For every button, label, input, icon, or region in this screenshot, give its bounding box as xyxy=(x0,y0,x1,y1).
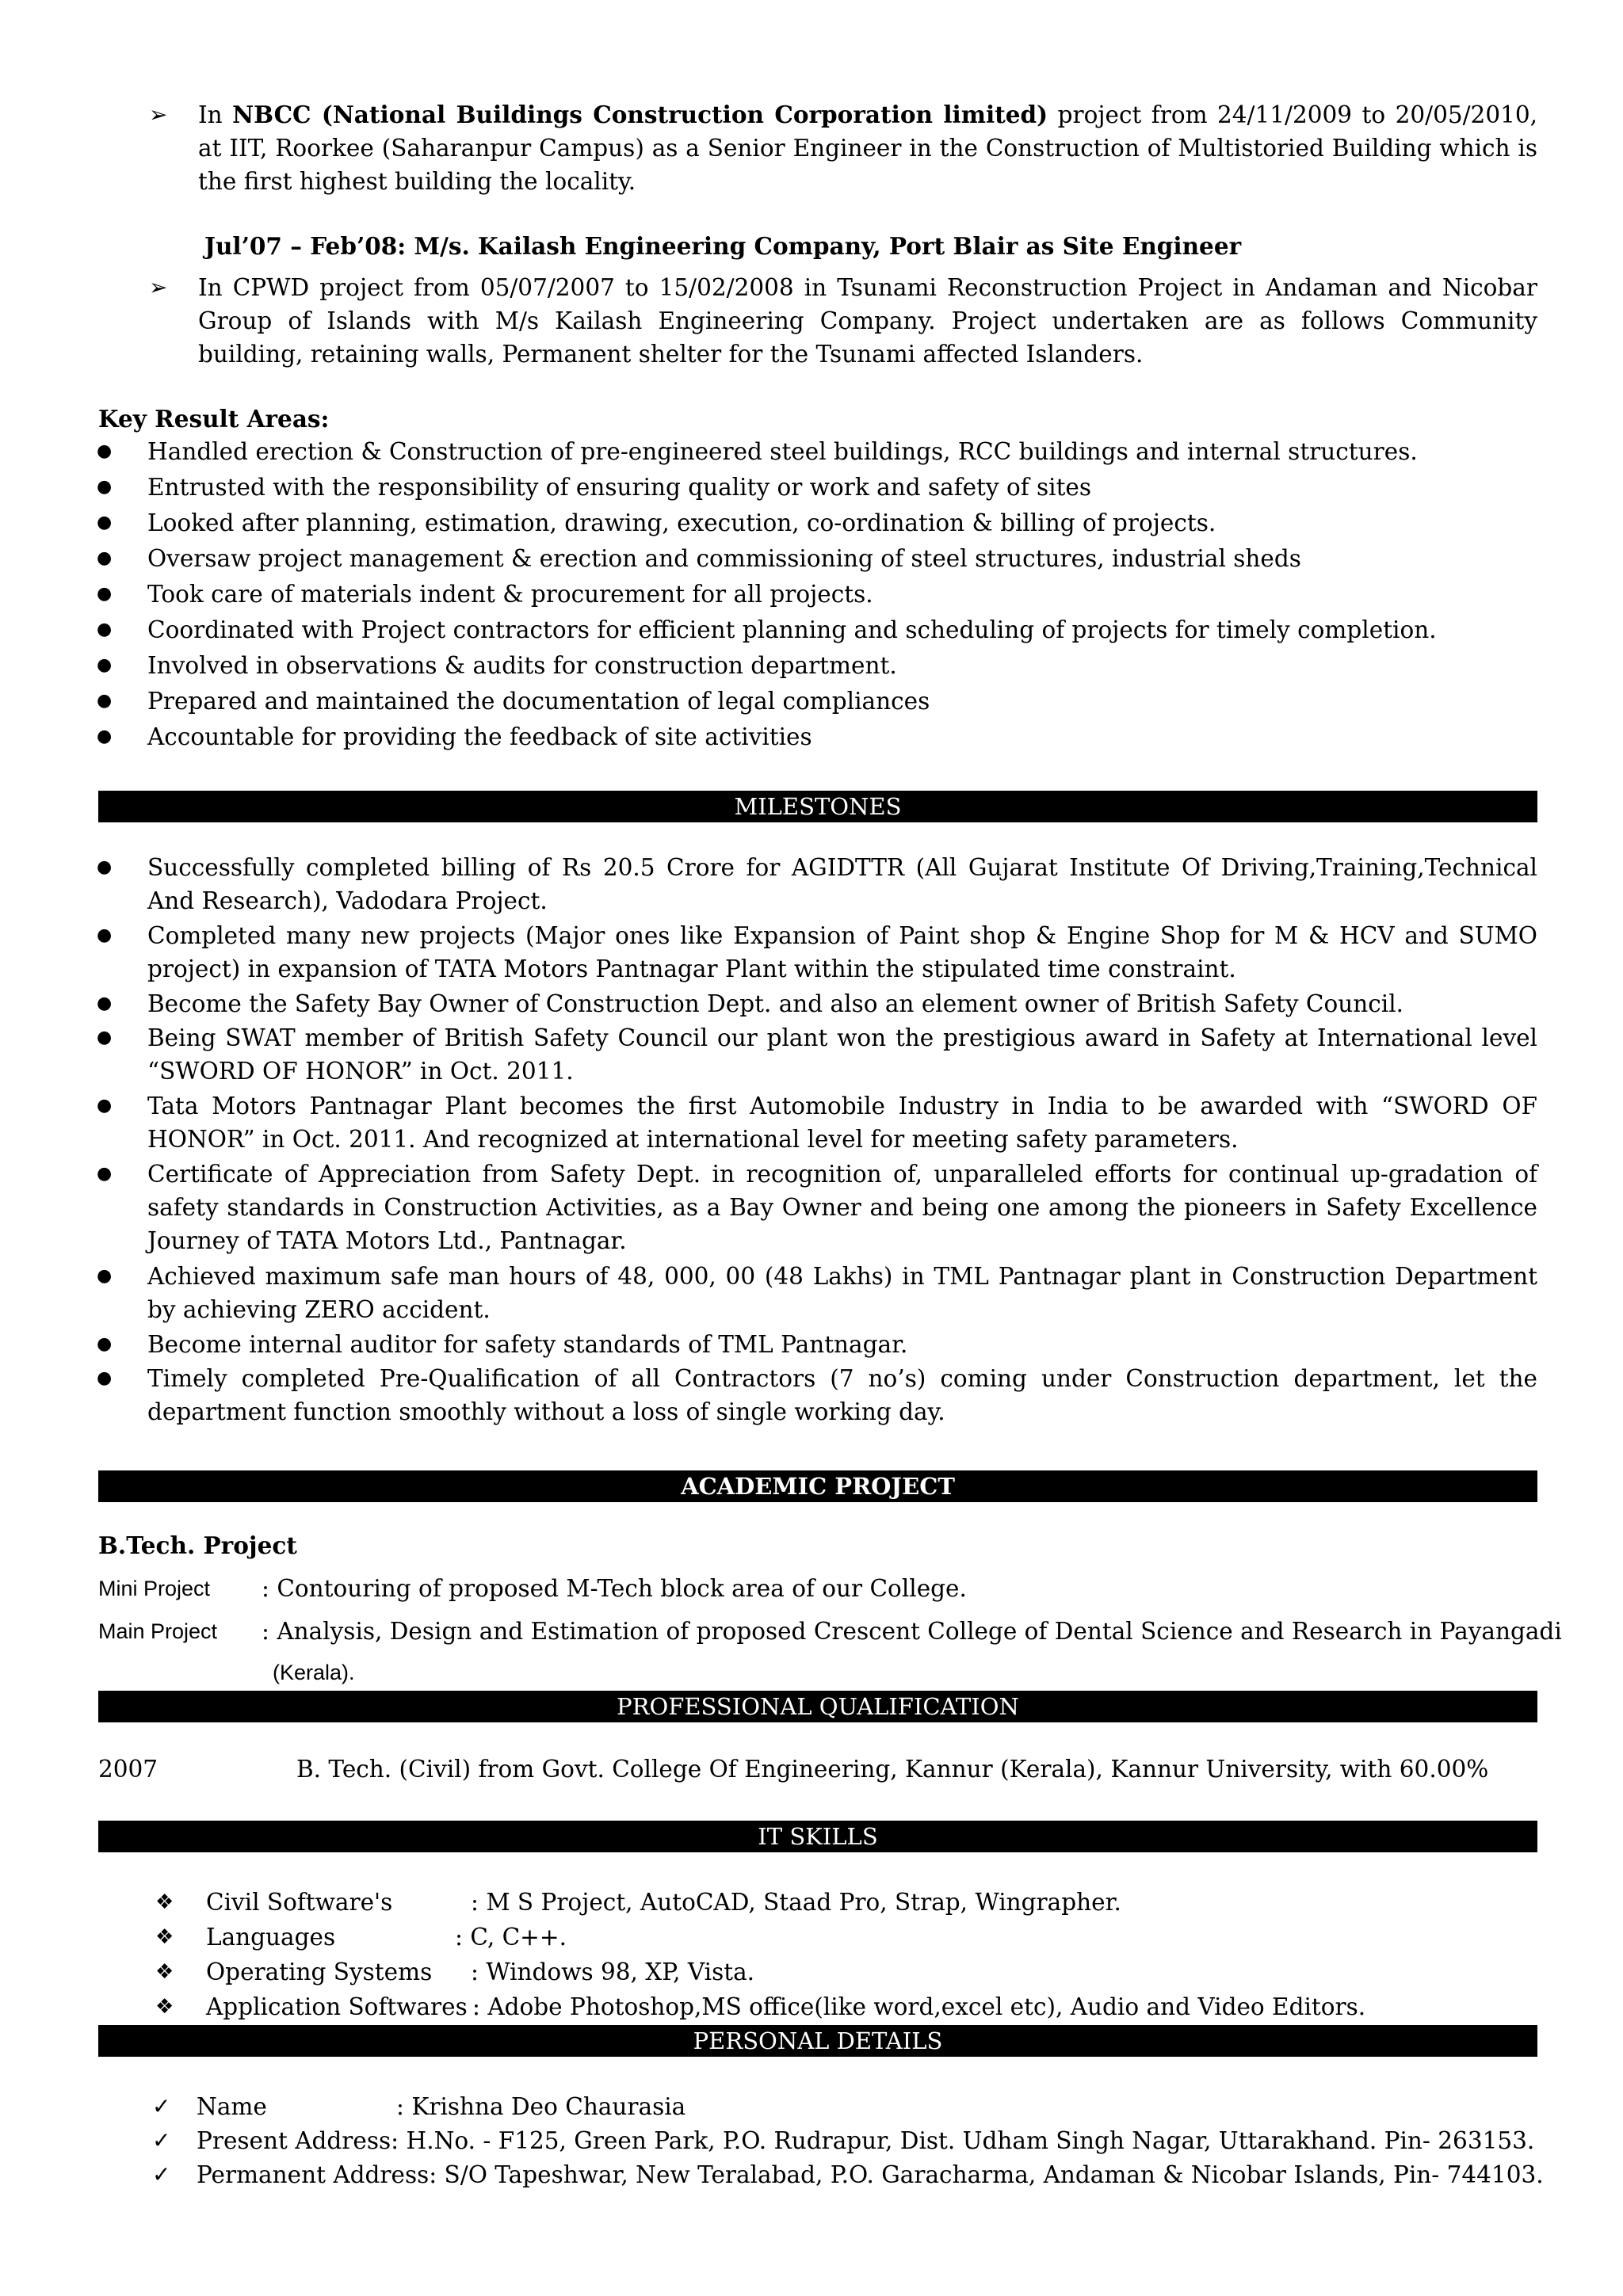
skill-value: : Adobe Photoshop,MS office(like word,excel etc), Audio and Video Editors. xyxy=(472,1993,1366,2020)
dot-bullet-icon: ● xyxy=(97,727,113,746)
name-label: Name xyxy=(197,2093,267,2120)
list-item-text: Took care of materials indent & procurement for all projects. xyxy=(147,581,873,608)
nbcc-org: NBCC (National Buildings Construction Corporation limited) xyxy=(232,101,1048,128)
dot-bullet-icon: ● xyxy=(97,1028,113,1047)
name-value: : Krishna Deo Chaurasia xyxy=(396,2093,686,2120)
dot-bullet-icon: ● xyxy=(97,655,113,675)
list-item-text: Timely completed Pre-Qualification of all Contractors (7 no’s) coming under Construction department, let the department function smoothly without a loss of single working day. xyxy=(147,1365,1537,1425)
list-item xyxy=(97,613,1537,646)
it-skills-header: IT SKILLS xyxy=(98,1821,1537,1852)
list-item xyxy=(97,987,1537,1020)
kailash-heading: Jul’07 – Feb’08: M/s. Kailash Engineering Company, Port Blair as Site Engineer xyxy=(204,232,1242,260)
arrow-bullet-icon: ➢ xyxy=(149,101,168,128)
dot-bullet-icon: ● xyxy=(97,1334,113,1354)
list-item-text: Completed many new projects (Major ones like Expansion of Paint shop & Engine Shop for M & HCV and SUMO project) in expansion of TATA Motors Pantnagar Plant within the stipulated time constraint. xyxy=(147,922,1537,982)
skill-label: Operating Systems xyxy=(206,1958,433,1985)
btech-heading: B.Tech. Project xyxy=(98,1531,297,1559)
mini-project-value: : Contouring of proposed M-Tech block area of our College. xyxy=(262,1575,967,1602)
list-item-text: Handled erection & Construction of pre-engineered steel buildings, RCC buildings and internal structures. xyxy=(147,438,1418,465)
list-item-text: Entrusted with the responsibility of ensuring quality or work and safety of sites xyxy=(147,474,1092,501)
list-item xyxy=(97,851,1537,917)
dot-bullet-icon: ● xyxy=(97,477,113,497)
list-item-text: Prepared and maintained the documentation of legal compliances xyxy=(147,688,930,715)
list-item-text: Certificate of Appreciation from Safety Dept. in recognition of, unparalleled efforts for continual up-gradation of safety standards in Construction Activities, as a Bay Owner and being one among the pioneers in Safety Excellence Journey of TATA Motors Ltd., Pantnagar. xyxy=(147,1161,1537,1254)
dot-bullet-icon: ● xyxy=(97,1266,113,1286)
dot-bullet-icon: ● xyxy=(97,441,113,461)
dot-bullet-icon: ● xyxy=(97,620,113,639)
dot-bullet-icon: ● xyxy=(97,584,113,604)
skill-label: Civil Software's xyxy=(206,1889,393,1916)
nbcc-item xyxy=(149,98,1537,198)
qualification-header: PROFESSIONAL QUALIFICATION xyxy=(98,1691,1537,1722)
dot-bullet-icon: ● xyxy=(97,1164,113,1184)
skill-label: Application Softwares xyxy=(206,1993,468,2020)
check-icon: ✓ xyxy=(152,2093,171,2119)
dot-bullet-icon: ● xyxy=(97,1368,113,1388)
main-project-value-cont: (Kerala). xyxy=(273,1661,355,1684)
list-item xyxy=(97,685,1537,718)
list-item-text: Coordinated with Project contractors for efficient planning and scheduling of projects for timely completion. xyxy=(147,616,1437,643)
kailash-item xyxy=(149,271,1537,371)
list-item-text: Become internal auditor for safety standards of TML Pantnagar. xyxy=(147,1331,908,1358)
list-item xyxy=(97,649,1537,682)
list-item xyxy=(97,1260,1537,1326)
dot-bullet-icon: ● xyxy=(97,857,113,877)
academic-header: ACADEMIC PROJECT xyxy=(98,1470,1537,1502)
kra-heading: Key Result Areas: xyxy=(98,405,330,433)
present-address: Present Address: H.No. - F125, Green Park, P.O. Rudrapur, Dist. Udham Singh Nagar, Uttarakhand. Pin- 263153. xyxy=(197,2127,1535,2154)
dot-bullet-icon: ● xyxy=(97,691,113,711)
list-item xyxy=(97,720,1537,753)
dot-bullet-icon: ● xyxy=(97,925,113,945)
list-item xyxy=(97,1158,1537,1257)
nbcc-text: In NBCC (National Buildings Construction Corporation limited) project from 24/11/2009 to 20/05/2010, at IIT, Roorkee (Saharanpur Campus) as a Senior Engineer in the Construction of Multistoried Building which is the first highest building the locality. xyxy=(198,101,1538,195)
list-item-text: Being SWAT member of British Safety Council our plant won the prestigious award in Safety at International level “SWORD OF HONOR” in Oct. 2011. xyxy=(147,1024,1537,1085)
main-project-value: : Analysis, Design and Estimation of proposed Crescent College of Dental Science and Research in Payangadi xyxy=(262,1618,1562,1645)
list-item xyxy=(97,1328,1537,1361)
skill-value: : Windows 98, XP, Vista. xyxy=(471,1958,755,1985)
skill-label: Languages xyxy=(206,1924,336,1951)
list-item xyxy=(97,919,1537,986)
list-item-text: Successfully completed billing of Rs 20.5 Crore for AGIDTTR (All Gujarat Institute Of Driving,Training,Technical And Research), Vadodara Project. xyxy=(147,854,1537,914)
kailash-text: In CPWD project from 05/07/2007 to 15/02/2008 in Tsunami Reconstruction Project in Andaman and Nicobar Group of Islands with M/s Kailash Engineering Company. Project undertaken are as follows Community building, retaining walls, Permanent shelter for the Tsunami affected Islanders. xyxy=(198,274,1537,368)
dot-bullet-icon: ● xyxy=(97,513,113,532)
list-item-text: Achieved maximum safe man hours of 48, 000, 00 (48 Lakhs) in TML Pantnagar plant in Construction Department by achieving ZERO accident. xyxy=(147,1263,1537,1323)
arrow-bullet-icon: ➢ xyxy=(149,274,168,300)
list-item-text: Accountable for providing the feedback of site activities xyxy=(147,723,812,750)
diamond-bullet-icon: ❖ xyxy=(155,1890,174,1914)
main-project-label: Main Project xyxy=(98,1619,218,1643)
list-item xyxy=(97,578,1537,611)
dot-bullet-icon: ● xyxy=(97,548,113,568)
list-item xyxy=(97,542,1537,575)
list-item xyxy=(97,435,1537,468)
list-item xyxy=(97,1362,1537,1428)
list-item xyxy=(97,1021,1537,1088)
list-item-text: Tata Motors Pantnagar Plant becomes the first Automobile Industry in India to be awarded with “SWORD OF HONOR” in Oct. 2011. And recognized at international level for meeting safety parameters. xyxy=(147,1093,1537,1153)
diamond-bullet-icon: ❖ xyxy=(155,1960,174,1984)
skill-value: : C, C++. xyxy=(455,1924,567,1951)
skill-value: : M S Project, AutoCAD, Staad Pro, Strap, Wingrapher. xyxy=(471,1889,1121,1916)
dot-bullet-icon: ● xyxy=(97,994,113,1013)
list-item-text: Looked after planning, estimation, drawing, execution, co-ordination & billing of projects. xyxy=(147,509,1216,536)
list-item-text: Oversaw project management & erection and commissioning of steel structures, industrial sheds xyxy=(147,545,1301,572)
qualification-year: 2007 xyxy=(98,1756,158,1783)
personal-header: PERSONAL DETAILS xyxy=(98,2025,1537,2057)
list-item-text: Involved in observations & audits for construction department. xyxy=(147,652,897,679)
mini-project-label: Mini Project xyxy=(98,1577,211,1600)
list-item xyxy=(97,1089,1537,1156)
diamond-bullet-icon: ❖ xyxy=(155,1995,174,2019)
dot-bullet-icon: ● xyxy=(97,1096,113,1116)
permanent-address: Permanent Address: S/O Tapeshwar, New Teralabad, P.O. Garacharma, Andaman & Nicobar Islands, Pin- 744103. xyxy=(197,2161,1544,2188)
diamond-bullet-icon: ❖ xyxy=(155,1925,174,1949)
list-item xyxy=(97,506,1537,540)
milestones-header: MILESTONES xyxy=(98,791,1537,822)
list-item xyxy=(97,471,1537,504)
check-icon: ✓ xyxy=(152,2161,171,2187)
check-icon: ✓ xyxy=(152,2127,171,2153)
qualification-text: B. Tech. (Civil) from Govt. College Of Engineering, Kannur (Kerala), Kannur University, with 60.00% xyxy=(296,1756,1489,1783)
list-item-text: Become the Safety Bay Owner of Construction Dept. and also an element owner of British Safety Council. xyxy=(147,990,1404,1017)
